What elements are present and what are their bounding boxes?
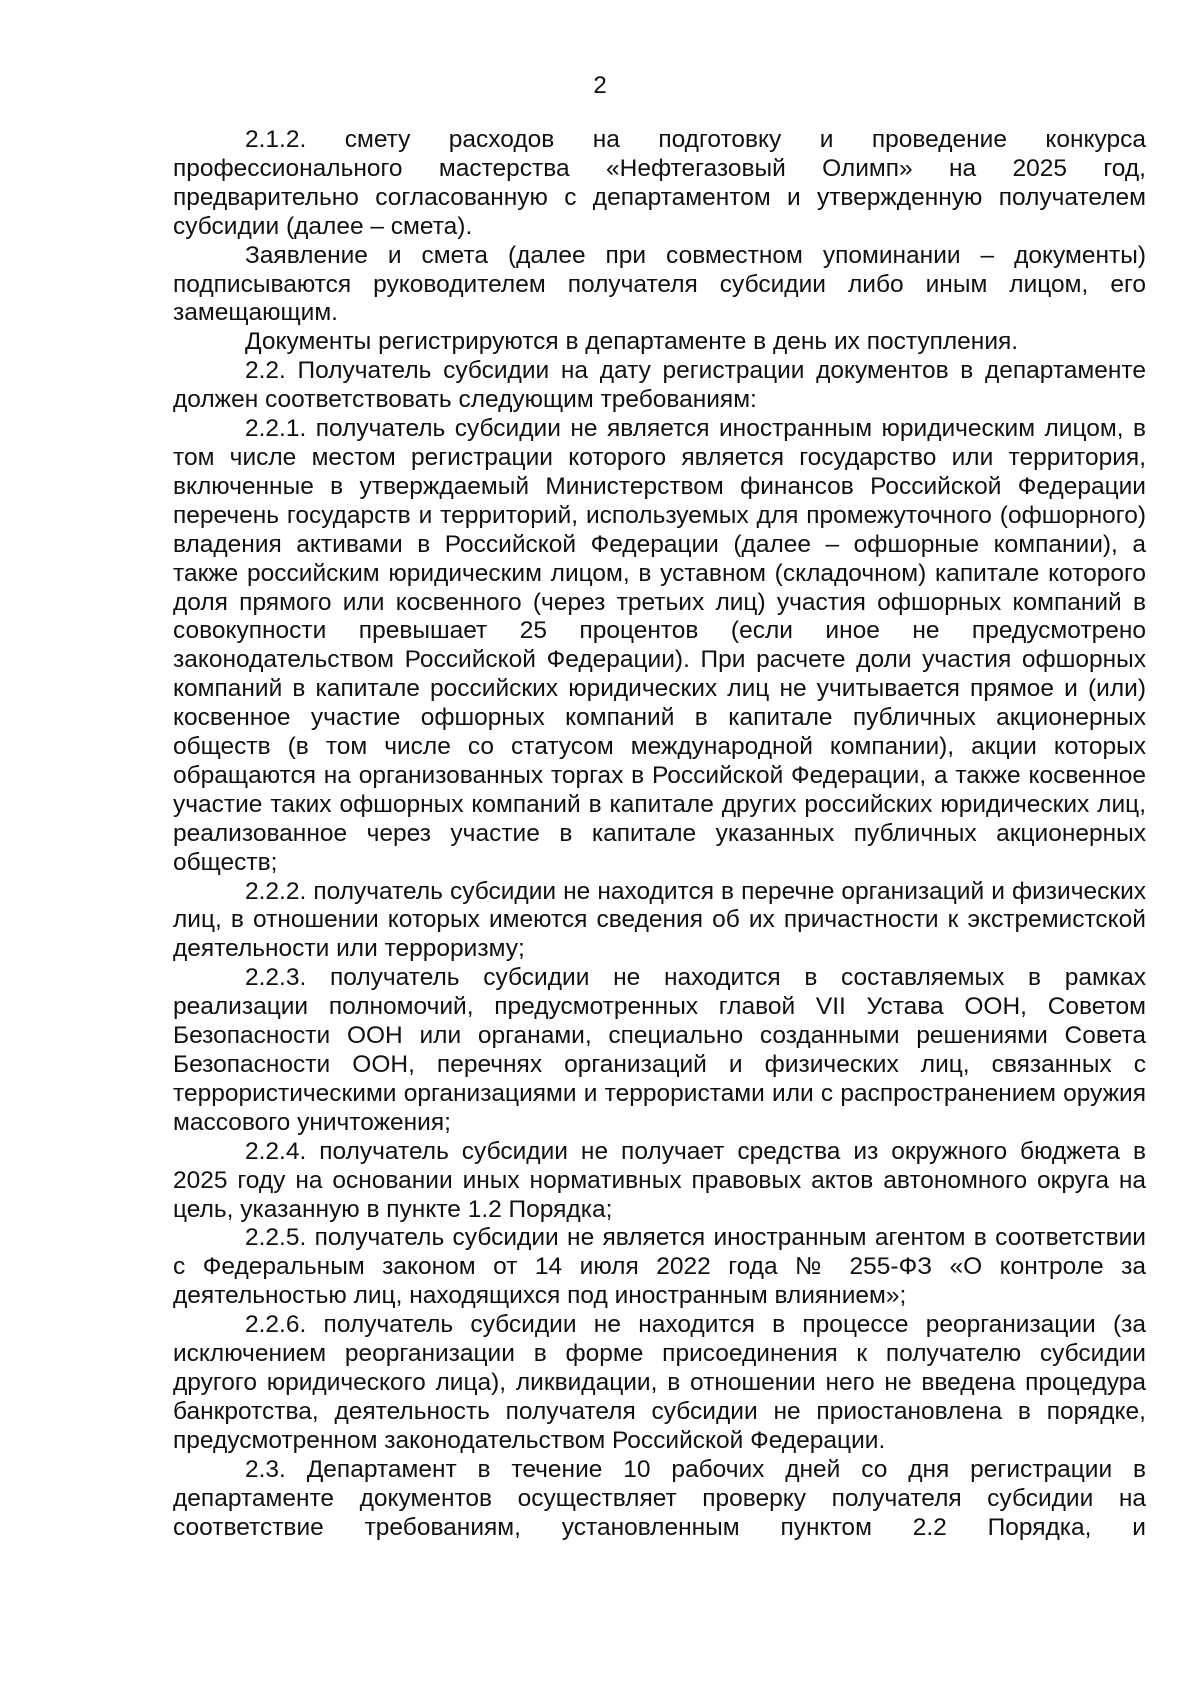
paragraph-2-2-4: 2.2.4. получатель субсидии не получает средства из окружного бюджета в 2025 году на основании иных нормативных правовых актов автономного округа на цель, указанную в пункте 1.2 Порядка; <box>173 1137 1146 1223</box>
paragraph-2-2-1: 2.2.1. получатель субсидии не является иностранным юридическим лицом, в том числе местом регистрации которого является государство или территория, включенные в утверждаемый Министерством финансов Российской Федерации перечень государств и территорий, используемых для промежуточного (офшорного) владения активами в Российской Федерации (далее – офшорные компании), а также российским юридическим лицом, в уставном (складочном) капитале которого доля прямого или косвенного (через третьих лиц) участия офшорных компаний в совокупности превышает 25 процентов (если иное не предусмотрено законодательством Российской Федерации). При расчете доли участия офшорных компаний в капитале российских юридических лиц не учитывается прямое и (или) косвенное участие офшорных компаний в капитале публичных акционерных обществ (в том числе со статусом международной компании), акции которых обращаются на организованных торгах в Российской Федерации, а также косвенное участие таких офшорных компаний в капитале других российских юридических лиц, реализованное через участие в капитале указанных публичных акционерных обществ; <box>173 415 1146 876</box>
paragraph-2-2-5: 2.2.5. получатель субсидии не является иностранным агентом в соответствии с Федеральным законом от 14 июля 2022 года № 255-ФЗ «О контроле за деятельностью лиц, находящихся под иностранным влиянием»; <box>173 1224 1146 1310</box>
paragraph-2-2-3: 2.2.3. получатель субсидии не находится в составляемых в рамках реализации полномочий, предусмотренных главой VII Устава ООН, Советом Безопасности ООН или органами, специально созданными решениями Совета Безопасности ООН, перечнях организаций и физических лиц, связанных с террористическими организациями и террористами или с распространением оружия массового уничтожения; <box>173 964 1146 1136</box>
paragraph-2-2: 2.2. Получатель субсидии на дату регистрации документов в департаменте должен соответствовать следующим требованиям: <box>173 357 1146 414</box>
paragraph-2-2-2: 2.2.2. получатель субсидии не находится в перечне организаций и физических лиц, в отношении которых имеются сведения об их причастности к экстремистской деятельности или терроризму; <box>173 877 1146 963</box>
document-body <box>173 126 1146 1542</box>
paragraph-registration: Документы регистрируются в департаменте в день их поступления. <box>245 328 1019 356</box>
page-number: 2 <box>593 72 607 99</box>
paragraph-2-1-2: 2.1.2. смету расходов на подготовку и проведение конкурса профессионального мастерства «Нефтегазовый Олимп» на 2025 год, предварительно согласованную с департаментом и утвержденную получателем субсидии (далее – смета). <box>173 126 1146 240</box>
paragraph-signing: Заявление и смета (далее при совместном упоминании – документы) подписываются руководителем получателя субсидии либо иным лицом, его замещающим. <box>173 241 1146 327</box>
paragraph-2-3: 2.3. Департамент в течение 10 рабочих дней со дня регистрации в департаменте документов осуществляет проверку получателя субсидии на соответствие требованиям, установленным пунктом 2.2 Порядка, и <box>173 1455 1146 1541</box>
paragraph-2-2-6: 2.2.6. получатель субсидии не находится в процессе реорганизации (за исключением реорганизации в форме присоединения к получателю субсидии другого юридического лица), ликвидации, в отношении него не введена процедура банкротства, деятельность получателя субсидии не приостановлена в порядке, предусмотренном законодательством Российской Федерации. <box>173 1311 1146 1454</box>
